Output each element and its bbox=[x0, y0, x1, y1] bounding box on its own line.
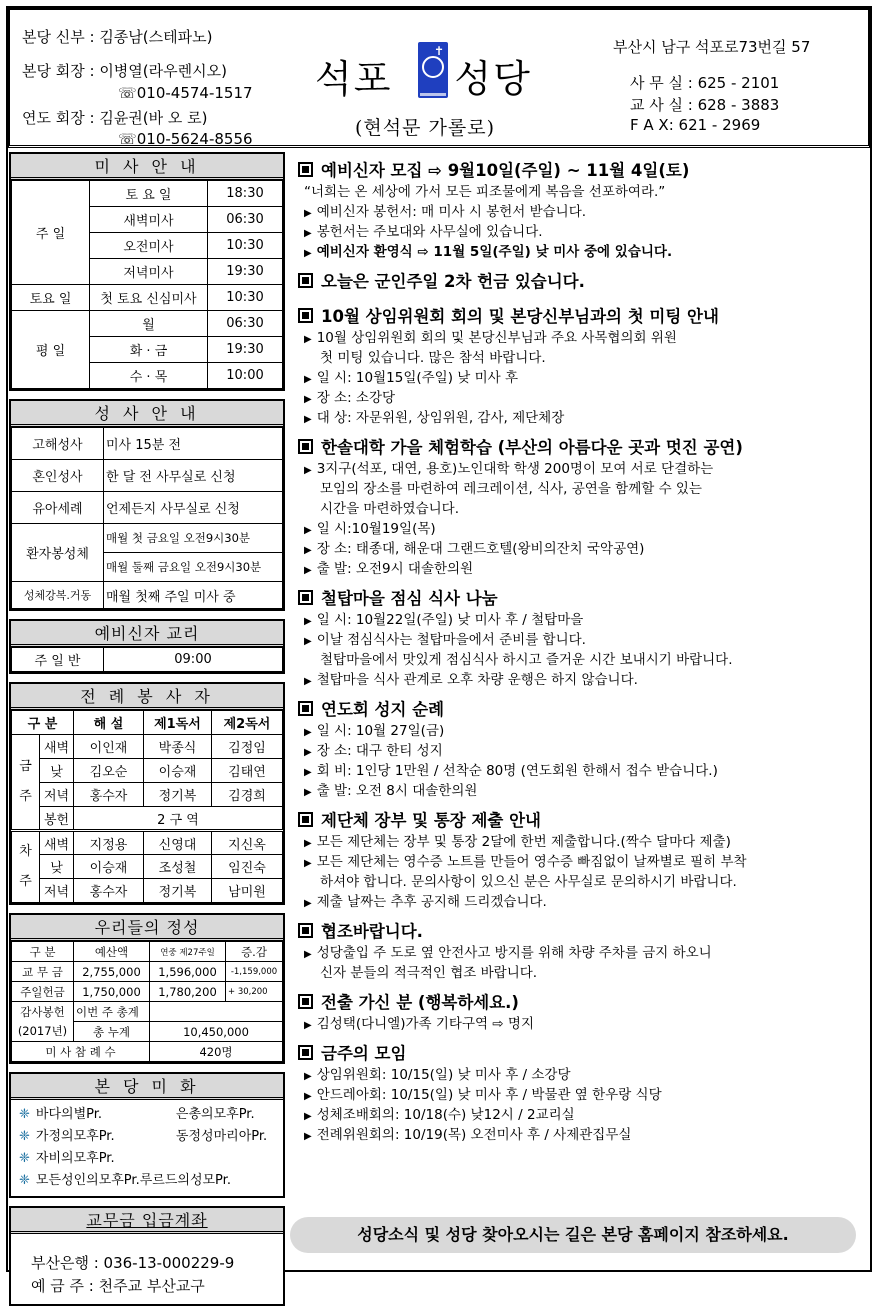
square-bullet-icon bbox=[298, 273, 313, 288]
liturgy-servers bbox=[9, 682, 285, 905]
liturgy-cell: 새벽 bbox=[40, 831, 74, 855]
square-bullet-icon bbox=[298, 923, 313, 938]
offering-cell: 1,780,200 bbox=[150, 982, 226, 1002]
address: 부산시 남구 석포로73번길 57 bbox=[613, 38, 811, 56]
announcement-line bbox=[298, 1065, 863, 1085]
mass-name: 첫 토요 신심미사 bbox=[90, 285, 208, 311]
section-title: 협조바랍니다. bbox=[321, 922, 423, 941]
line-text: 장 소: 태종대, 해운대 그랜드호텔(왕비의잔치 국악공연) bbox=[316, 541, 645, 557]
catechism bbox=[9, 619, 285, 674]
line-text: 안드레아회: 10/15(일) 낮 미사 후 / 박물관 옆 한우랑 식당 bbox=[316, 1087, 662, 1103]
liturgy-cell: 임진숙 bbox=[212, 855, 283, 879]
youth-president: 연도 회장 : 김윤권(바 오 로) bbox=[22, 109, 208, 127]
flower-row bbox=[19, 1104, 275, 1126]
offering-title: 우리들의 정성 bbox=[11, 915, 283, 941]
triangle-bullet-icon: ▶ bbox=[304, 1131, 312, 1142]
announcement-line bbox=[298, 408, 863, 428]
section-title: 전출 가신 분 (행복하세요.) bbox=[321, 993, 519, 1012]
liturgy-cell: 김경희 bbox=[212, 783, 283, 807]
line-text: 10월 상임위원회 회의 및 본당신부님과 주요 사목협의회 위원 bbox=[316, 330, 677, 346]
section-heading bbox=[298, 306, 863, 328]
triangle-bullet-icon: ▶ bbox=[304, 525, 312, 536]
line-text: 회 비: 1인당 1만원 / 선착순 80명 (연도회원 한해서 접수 받습니다.) bbox=[316, 763, 718, 779]
announcement-line bbox=[298, 781, 863, 801]
announcement-line bbox=[298, 721, 863, 741]
title-part: 성당 bbox=[454, 57, 532, 101]
section-title: 금주의 모임 bbox=[321, 1044, 407, 1063]
liturgy-header: 해 설 bbox=[74, 711, 144, 735]
announcement-line bbox=[298, 872, 863, 892]
line-text: 신자 분들의 적극적인 협조 바랍니다. bbox=[320, 965, 538, 981]
line-text: 출 발: 오전 8시 대솔한의원 bbox=[316, 783, 478, 799]
mass-name: 토 요 일 bbox=[90, 181, 208, 207]
homepage-notice: 성당소식 및 성당 찾아오시는 길은 본당 홈페이지 참조하세요. bbox=[290, 1217, 856, 1253]
square-bullet-icon bbox=[298, 812, 313, 827]
triangle-bullet-icon: ▶ bbox=[304, 949, 312, 960]
flower-team: 바다의별Pr. bbox=[35, 1107, 103, 1122]
offering-header: 연중 제27주일 bbox=[150, 942, 226, 962]
announcement-line bbox=[298, 670, 863, 690]
square-bullet-icon bbox=[298, 701, 313, 716]
square-bullet-icon bbox=[298, 590, 313, 605]
mass-name: 저녁미사 bbox=[90, 259, 208, 285]
snowflake-icon: ❈ bbox=[19, 1129, 30, 1144]
liturgy-header: 제2독서 bbox=[212, 711, 283, 735]
announcement-line bbox=[298, 943, 863, 963]
mass-time: 10:00 bbox=[208, 363, 283, 389]
line-text: 예비신자 환영식 ⇨ 11월 5일(주일) 낮 미사 중에 있습니다. bbox=[316, 244, 673, 260]
teacher-phone: 교 사 실 : 628 - 3883 bbox=[630, 96, 780, 114]
bank-account bbox=[9, 1206, 285, 1306]
offering-cell bbox=[150, 1002, 283, 1022]
triangle-bullet-icon: ▶ bbox=[304, 1071, 312, 1082]
liturgy-cell: 김오순 bbox=[74, 759, 144, 783]
announcement-section bbox=[298, 306, 863, 428]
offering-group: 2 구 역 bbox=[74, 807, 283, 831]
line-text: 철탑마을에서 맛있게 점심식사 하시고 즐거운 시간 보내시기 바랍니다. bbox=[320, 652, 733, 668]
flowers-list bbox=[11, 1100, 283, 1196]
offering-cell: 총 누계 bbox=[74, 1022, 150, 1042]
mass-time: 18:30 bbox=[208, 181, 283, 207]
triangle-bullet-icon: ▶ bbox=[304, 248, 312, 259]
announcement-line bbox=[298, 368, 863, 388]
offering-total: 10,450,000 bbox=[150, 1022, 283, 1042]
bank-number: 부산은행 : 036-13-000229-9 bbox=[31, 1254, 235, 1272]
title-part: 석포 bbox=[315, 57, 393, 101]
mass-time: 10:30 bbox=[208, 285, 283, 311]
line-text: 상임위원회: 10/15(일) 낮 미사 후 / 소강당 bbox=[316, 1067, 571, 1083]
announcement-line bbox=[298, 892, 863, 912]
announcements bbox=[298, 160, 863, 1154]
sacrament-title: 성 사 안 내 bbox=[11, 401, 283, 427]
liturgy-cell: 김정임 bbox=[212, 735, 283, 759]
section-heading bbox=[298, 271, 863, 293]
triangle-bullet-icon: ▶ bbox=[304, 1091, 312, 1102]
sacrament-name: 유아세례 bbox=[12, 492, 104, 524]
announcement-line bbox=[298, 499, 863, 519]
liturgy-cell: 이승재 bbox=[74, 855, 144, 879]
announcement-section bbox=[298, 1043, 863, 1145]
liturgy-cell: 지정용 bbox=[74, 831, 144, 855]
announcement-line bbox=[298, 242, 863, 262]
triangle-bullet-icon: ▶ bbox=[304, 636, 312, 647]
announcement-line bbox=[298, 328, 863, 348]
attendance-count: 420명 bbox=[150, 1042, 283, 1062]
liturgy-header: 구 분 bbox=[12, 711, 74, 735]
line-text: 성당출입 주 도로 옆 안전사고 방지를 위해 차량 주차를 금지 하오니 bbox=[316, 945, 712, 961]
liturgy-week: 차 주 bbox=[12, 831, 40, 903]
liturgy-cell: 신영대 bbox=[144, 831, 212, 855]
flowers-title: 본 당 미 화 bbox=[11, 1074, 283, 1100]
account-holder: 예 금 주 : 천주교 부산교구 bbox=[31, 1277, 205, 1295]
liturgy-cell: 박종식 bbox=[144, 735, 212, 759]
mass-time: 19:30 bbox=[208, 337, 283, 363]
triangle-bullet-icon: ▶ bbox=[304, 228, 312, 239]
offering-cell: 교 무 금 bbox=[12, 962, 74, 982]
offering-header: 구 분 bbox=[12, 942, 74, 962]
liturgy-header: 제1독서 bbox=[144, 711, 212, 735]
liturgy-cell: 낮 bbox=[40, 855, 74, 879]
announcement-line bbox=[298, 832, 863, 852]
snowflake-icon: ❈ bbox=[19, 1151, 30, 1166]
section-heading bbox=[298, 699, 863, 721]
mass-group: 주 일 bbox=[12, 181, 90, 285]
announcement-line bbox=[298, 519, 863, 539]
line-text: 제출 날짜는 추후 공지해 드리겠습니다. bbox=[316, 894, 547, 910]
header bbox=[8, 8, 870, 148]
announcement-line bbox=[298, 650, 863, 670]
triangle-bullet-icon: ▶ bbox=[304, 465, 312, 476]
mass-name: 화 · 금 bbox=[90, 337, 208, 363]
snowflake-icon: ❈ bbox=[19, 1107, 30, 1122]
triangle-bullet-icon: ▶ bbox=[304, 727, 312, 738]
office-phone: 사 무 실 : 625 - 2101 bbox=[630, 74, 780, 92]
mass-schedule bbox=[9, 152, 285, 391]
announcement-line bbox=[298, 852, 863, 872]
section-title: 예비신자 모집 ⇨ 9월10일(주일) ~ 11월 4일(토) bbox=[321, 161, 690, 180]
section-title: 제단체 장부 및 통장 제출 안내 bbox=[321, 811, 541, 830]
mass-time: 06:30 bbox=[208, 311, 283, 337]
offering-cell: + 30,200 bbox=[226, 982, 283, 1002]
liturgy-cell: 조성철 bbox=[144, 855, 212, 879]
triangle-bullet-icon: ▶ bbox=[304, 374, 312, 385]
sacrament-info bbox=[9, 399, 285, 611]
priest: 본당 신부 : 김종남(스테파노) bbox=[22, 28, 213, 46]
mass-title: 미 사 안 내 bbox=[11, 154, 283, 180]
triangle-bullet-icon: ▶ bbox=[304, 414, 312, 425]
line-text: 장 소: 소강당 bbox=[316, 390, 396, 406]
mass-group: 토요 일 bbox=[12, 285, 90, 311]
triangle-bullet-icon: ▶ bbox=[304, 767, 312, 778]
section-title: 10월 상임위원회 회의 및 본당신부님과의 첫 미팅 안내 bbox=[321, 307, 719, 326]
mass-name: 오전미사 bbox=[90, 233, 208, 259]
section-heading bbox=[298, 921, 863, 943]
sacrament-name: 고해성사 bbox=[12, 428, 104, 460]
section-heading bbox=[298, 160, 863, 182]
square-bullet-icon bbox=[298, 162, 313, 177]
mass-name: 새벽미사 bbox=[90, 207, 208, 233]
liturgy-cell: 낮 bbox=[40, 759, 74, 783]
flower-team: 자비의모후Pr. bbox=[35, 1151, 115, 1166]
announcement-section bbox=[298, 437, 863, 579]
flower-row bbox=[19, 1148, 275, 1170]
liturgy-cell: 정기복 bbox=[144, 879, 212, 903]
line-text: 일 시: 10월22일(주일) 낮 미사 후 / 철탑마을 bbox=[316, 612, 584, 628]
announcement-line bbox=[298, 1085, 863, 1105]
line-text: 출 발: 오전9시 대솔한의원 bbox=[316, 561, 474, 577]
offering-header: 증.감 bbox=[226, 942, 283, 962]
announcement-line bbox=[298, 459, 863, 479]
line-text: 전례위원회의: 10/19(목) 오전미사 후 / 사제관집무실 bbox=[316, 1127, 632, 1143]
announcement-section bbox=[298, 271, 863, 293]
sacrament-name: 혼인성사 bbox=[12, 460, 104, 492]
triangle-bullet-icon: ▶ bbox=[304, 898, 312, 909]
announcement-line bbox=[298, 539, 863, 559]
account-title bbox=[11, 1208, 283, 1234]
section-title: 연도회 성지 순례 bbox=[321, 700, 445, 719]
offering-cell: 1,596,000 bbox=[150, 962, 226, 982]
line-text: 모든 제단체는 장부 및 통장 2달에 한번 제출합니다.(짝수 달마다 제출) bbox=[316, 834, 731, 850]
section-title: 철탑마을 점심 식사 나눔 bbox=[321, 589, 498, 608]
section-heading bbox=[298, 992, 863, 1014]
announcement-line bbox=[298, 182, 863, 202]
triangle-bullet-icon: ▶ bbox=[304, 565, 312, 576]
triangle-bullet-icon: ▶ bbox=[304, 616, 312, 627]
flower-team: 모든성인의모후Pr.루르드의성모Pr. bbox=[35, 1173, 231, 1188]
liturgy-cell: 저녁 bbox=[40, 879, 74, 903]
snowflake-icon: ❈ bbox=[19, 1173, 30, 1188]
line-text: 일 시: 10월15일(주일) 낮 미사 후 bbox=[316, 370, 519, 386]
offering-header: 예산액 bbox=[74, 942, 150, 962]
line-text: 봉헌서는 주보대와 사무실에 있습니다. bbox=[316, 224, 543, 240]
liturgy-cell: 새벽 bbox=[40, 735, 74, 759]
triangle-bullet-icon: ▶ bbox=[304, 545, 312, 556]
sacrament-name: 성체강복.거동 bbox=[12, 582, 104, 609]
section-title: 한솔대학 가을 체험학습 (부산의 아름다운 곳과 멋진 공연) bbox=[321, 438, 743, 457]
announcement-line bbox=[298, 479, 863, 499]
sacrament-desc: 한 달 전 사무실로 신청 bbox=[104, 460, 283, 492]
catechism-label: 주 일 반 bbox=[12, 648, 104, 672]
offering-cell: -1,159,000 bbox=[226, 962, 283, 982]
liturgy-cell: 홍수자 bbox=[74, 783, 144, 807]
announcement-line bbox=[298, 388, 863, 408]
triangle-bullet-icon: ▶ bbox=[304, 838, 312, 849]
church-logo-icon: ✝ bbox=[418, 42, 448, 98]
announcement-line bbox=[298, 1125, 863, 1145]
triangle-bullet-icon: ▶ bbox=[304, 1111, 312, 1122]
section-heading bbox=[298, 437, 863, 459]
flower-team: 동정성마리아Pr. bbox=[175, 1129, 268, 1144]
flower-row bbox=[19, 1126, 275, 1148]
line-text: 장 소: 대구 한티 성지 bbox=[316, 743, 443, 759]
triangle-bullet-icon: ▶ bbox=[304, 858, 312, 869]
section-heading bbox=[298, 810, 863, 832]
line-text: 대 상: 자문위원, 상임위원, 감사, 제단체장 bbox=[316, 410, 565, 426]
offering-cell: (2017년) bbox=[12, 1022, 74, 1042]
line-text: 일 시:10월19일(목) bbox=[316, 521, 436, 537]
left-column bbox=[9, 152, 285, 1306]
catechism-title: 예비신자 교리 bbox=[11, 621, 283, 647]
announcement-section bbox=[298, 992, 863, 1034]
announcement-section bbox=[298, 588, 863, 690]
liturgy-week: 금 주 bbox=[12, 735, 40, 831]
flower-team: 가정의모후Pr. bbox=[35, 1129, 115, 1144]
announcement-section bbox=[298, 160, 863, 262]
offering-cell: 이번 주 총계 bbox=[74, 1002, 150, 1022]
line-text: 3지구(석포, 대연, 용호)노인대학 학생 200명이 모여 서로 단결하는 bbox=[316, 461, 714, 477]
announcement-line bbox=[298, 202, 863, 222]
offering-cell: 미 사 참 례 수 bbox=[12, 1042, 150, 1062]
mass-time: 10:30 bbox=[208, 233, 283, 259]
liturgy-cell: 김태연 bbox=[212, 759, 283, 783]
line-text: 김성택(다니엘)가족 기타구역 ⇨ 명지 bbox=[316, 1016, 534, 1032]
triangle-bullet-icon: ▶ bbox=[304, 747, 312, 758]
liturgy-cell: 이승재 bbox=[144, 759, 212, 783]
flower-ministry bbox=[9, 1072, 285, 1198]
square-bullet-icon bbox=[298, 994, 313, 1009]
offering-cell: 2,755,000 bbox=[74, 962, 150, 982]
section-heading bbox=[298, 1043, 863, 1065]
announcement-line bbox=[298, 761, 863, 781]
sacrament-desc: 언제든지 사무실로 신청 bbox=[104, 492, 283, 524]
announcement-line bbox=[298, 222, 863, 242]
line-text: 철탑마을 식사 관계로 오후 차량 운행은 하지 않습니다. bbox=[316, 672, 638, 688]
offering-cell: 감사봉헌 bbox=[12, 1002, 74, 1022]
liturgy-cell: 홍수자 bbox=[74, 879, 144, 903]
line-text: 모임의 장소를 마련하여 레크레이션, 식사, 공연을 함께할 수 있는 bbox=[320, 481, 702, 497]
square-bullet-icon bbox=[298, 1045, 313, 1060]
line-text: 모든 제단체는 영수증 노트를 만들어 영수증 빠짐없이 날짜별로 필히 부착 bbox=[316, 854, 747, 870]
sacrament-desc: 매월 첫째 주일 미사 중 bbox=[104, 582, 283, 609]
liturgy-cell: 이인재 bbox=[74, 735, 144, 759]
liturgy-cell: 정기복 bbox=[144, 783, 212, 807]
mass-name: 수 · 목 bbox=[90, 363, 208, 389]
line-text: 첫 미팅 있습니다. 많은 참석 바랍니다. bbox=[320, 350, 546, 366]
triangle-bullet-icon: ▶ bbox=[304, 208, 312, 219]
announcement-line bbox=[298, 348, 863, 368]
line-text: 일 시: 10월 27일(금) bbox=[316, 723, 445, 739]
sacrament-desc: 매월 첫 금요일 오전9시30분 bbox=[104, 524, 283, 553]
announcement-line bbox=[298, 1014, 863, 1034]
flower-team: 은총의모후Pr. bbox=[175, 1107, 255, 1122]
offering-report bbox=[9, 913, 285, 1064]
mass-name: 월 bbox=[90, 311, 208, 337]
mass-time: 06:30 bbox=[208, 207, 283, 233]
mass-time: 19:30 bbox=[208, 259, 283, 285]
liturgy-cell: 지신옥 bbox=[212, 831, 283, 855]
section-heading bbox=[298, 588, 863, 610]
liturgy-title: 전 례 봉 사 자 bbox=[11, 684, 283, 710]
triangle-bullet-icon: ▶ bbox=[304, 394, 312, 405]
fax: F A X: 621 - 2969 bbox=[630, 116, 761, 134]
announcement-section bbox=[298, 921, 863, 983]
announcement-section bbox=[298, 810, 863, 912]
offering-cell: 1,750,000 bbox=[74, 982, 150, 1002]
offering-cell: 주일헌금 bbox=[12, 982, 74, 1002]
line-text: 하셔야 합니다. 문의사항이 있으신 분은 사무실로 문의하시기 바랍니다. bbox=[320, 874, 737, 890]
line-text: 예비신자 봉헌서: 매 미사 시 봉헌서 받습니다. bbox=[316, 204, 587, 220]
sacrament-name: 환자봉성체 bbox=[12, 524, 104, 582]
square-bullet-icon bbox=[298, 439, 313, 454]
liturgy-cell: 봉헌 bbox=[40, 807, 74, 831]
flower-row bbox=[19, 1170, 275, 1192]
triangle-bullet-icon: ▶ bbox=[304, 676, 312, 687]
section-title: 오늘은 군인주일 2차 헌금 있습니다. bbox=[321, 272, 585, 291]
announcement-section bbox=[298, 699, 863, 801]
patron-subtitle: (현석문 가롤로) bbox=[355, 117, 495, 139]
line-text: 성체조배회의: 10/18(수) 낮12시 / 2교리실 bbox=[316, 1107, 575, 1123]
president-phone: ☏010-4574-1517 bbox=[118, 84, 253, 102]
triangle-bullet-icon: ▶ bbox=[304, 787, 312, 798]
mass-group: 평 일 bbox=[12, 311, 90, 389]
announcement-line bbox=[298, 741, 863, 761]
liturgy-cell: 저녁 bbox=[40, 783, 74, 807]
youth-phone: ☏010-5624-8556 bbox=[118, 130, 253, 148]
announcement-line bbox=[298, 630, 863, 650]
announcement-line bbox=[298, 610, 863, 630]
liturgy-cell: 남미원 bbox=[212, 879, 283, 903]
announcement-line bbox=[298, 1105, 863, 1125]
announcement-line bbox=[298, 963, 863, 983]
triangle-bullet-icon: ▶ bbox=[304, 1020, 312, 1031]
president: 본당 회장 : 이병열(라우렌시오) bbox=[22, 62, 227, 80]
line-text: 이날 점심식사는 철탑마을에서 준비를 합니다. bbox=[316, 632, 586, 648]
sacrament-desc: 미사 15분 전 bbox=[104, 428, 283, 460]
account-title-text: 교무금 입금계좌 bbox=[86, 1211, 208, 1230]
line-text: 시간을 마련하였습니다. bbox=[320, 501, 459, 517]
line-text: “너희는 온 세상에 가서 모든 피조물에게 복음을 선포하여라.” bbox=[304, 184, 666, 200]
triangle-bullet-icon: ▶ bbox=[304, 334, 312, 345]
catechism-time: 09:00 bbox=[104, 648, 283, 672]
announcement-line bbox=[298, 559, 863, 579]
square-bullet-icon bbox=[298, 308, 313, 323]
sacrament-desc: 매월 둘째 금요일 오전9시30분 bbox=[104, 553, 283, 582]
